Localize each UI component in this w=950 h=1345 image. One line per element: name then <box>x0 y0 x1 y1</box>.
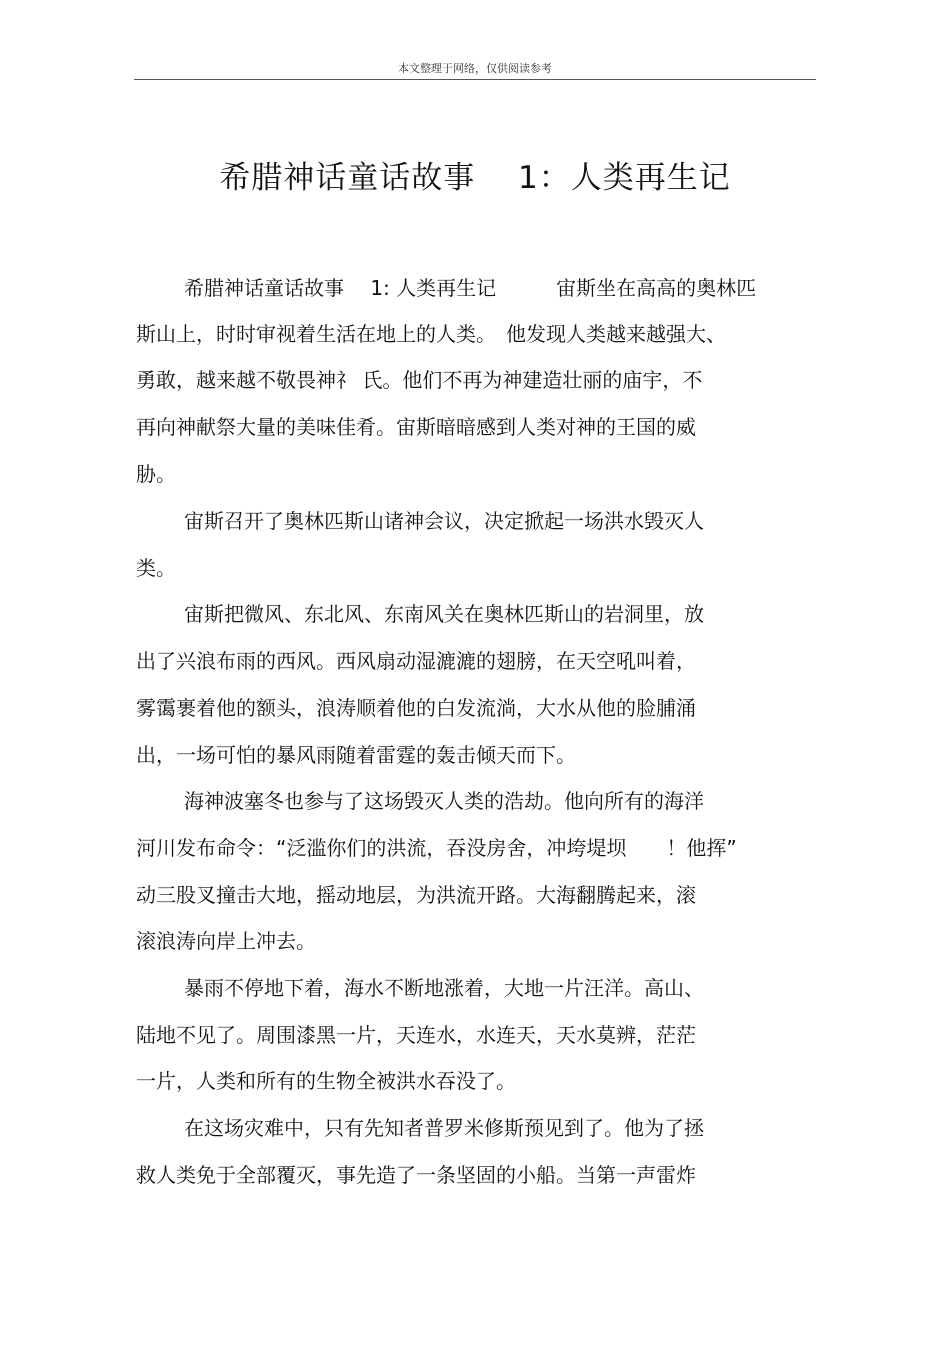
paragraph-line: 勇敢，越来越不敬畏神礻 氏。他们不再为神建造壮丽的庙宇，不 <box>136 368 703 392</box>
paragraph-line: 救人类免于全部覆灭，事先造了一条坚固的小船。当第一声雷炸 <box>136 1163 696 1187</box>
paragraph-line: 宙斯召开了奥林匹斯山诸神会议，决定掀起一场洪水毁灭人 <box>184 509 704 533</box>
paragraph-line: 再向神献祭大量的美味佳肴。宙斯暗暗感到人类对神的王国的威 <box>136 415 696 439</box>
paragraph-line: 类。 <box>136 556 176 580</box>
page-header-note: 本文整理于网络，仅供阅读参考 <box>398 62 552 75</box>
paragraph-line: 出了兴浪布雨的西风。西风扇动湿漉漉的翅膀，在天空吼叫着， <box>136 649 696 673</box>
paragraph-line: 在这场灾难中，只有先知者普罗米修斯预见到了。他为了拯 <box>184 1116 704 1140</box>
paragraph-line: 斯山上，时时审视着生活在地上的人类。 他发现人类越来越强大、 <box>136 322 726 346</box>
paragraph-line: 滚浪涛向岸上冲去。 <box>136 929 316 953</box>
document-title: 希腊神话童话故事 1：人类再生记 <box>219 160 731 196</box>
paragraph-line: 雾霭裹着他的额头，浪涛顺着他的白发流淌，大水从他的脸脯涌 <box>136 696 696 720</box>
paragraph-line: 暴雨不停地下着，海水不断地涨着，大地一片汪洋。高山、 <box>184 976 704 1000</box>
paragraph-line: 海神波塞冬也参与了这场毁灭人类的浩劫。他向所有的海洋 <box>184 789 704 813</box>
paragraph-line: 胁。 <box>136 462 176 486</box>
paragraph-line: 希腊神话童话故事 1: 人类再生记 宙斯坐在高高的奥林匹 <box>184 276 757 300</box>
paragraph-line: 出，一场可怕的暴风雨随着雷霆的轰击倾天而下。 <box>136 743 576 767</box>
paragraph-line: 一片，人类和所有的生物全被洪水吞没了。 <box>136 1069 516 1093</box>
paragraph-line: 动三股叉撞击大地，摇动地层，为洪流开路。大海翻腾起来，滚 <box>136 883 696 907</box>
paragraph-line: 宙斯把微风、东北风、东南风关在奥林匹斯山的岩洞里，放 <box>184 602 704 626</box>
paragraph-line: 河川发布命令：“泛滥你们的洪流，吞没房舍，冲垮堤坝 ！他挥” <box>136 836 737 860</box>
paragraph-line: 陆地不见了。周围漆黑一片，天连水，水连天，天水莫辨，茫茫 <box>136 1023 696 1047</box>
